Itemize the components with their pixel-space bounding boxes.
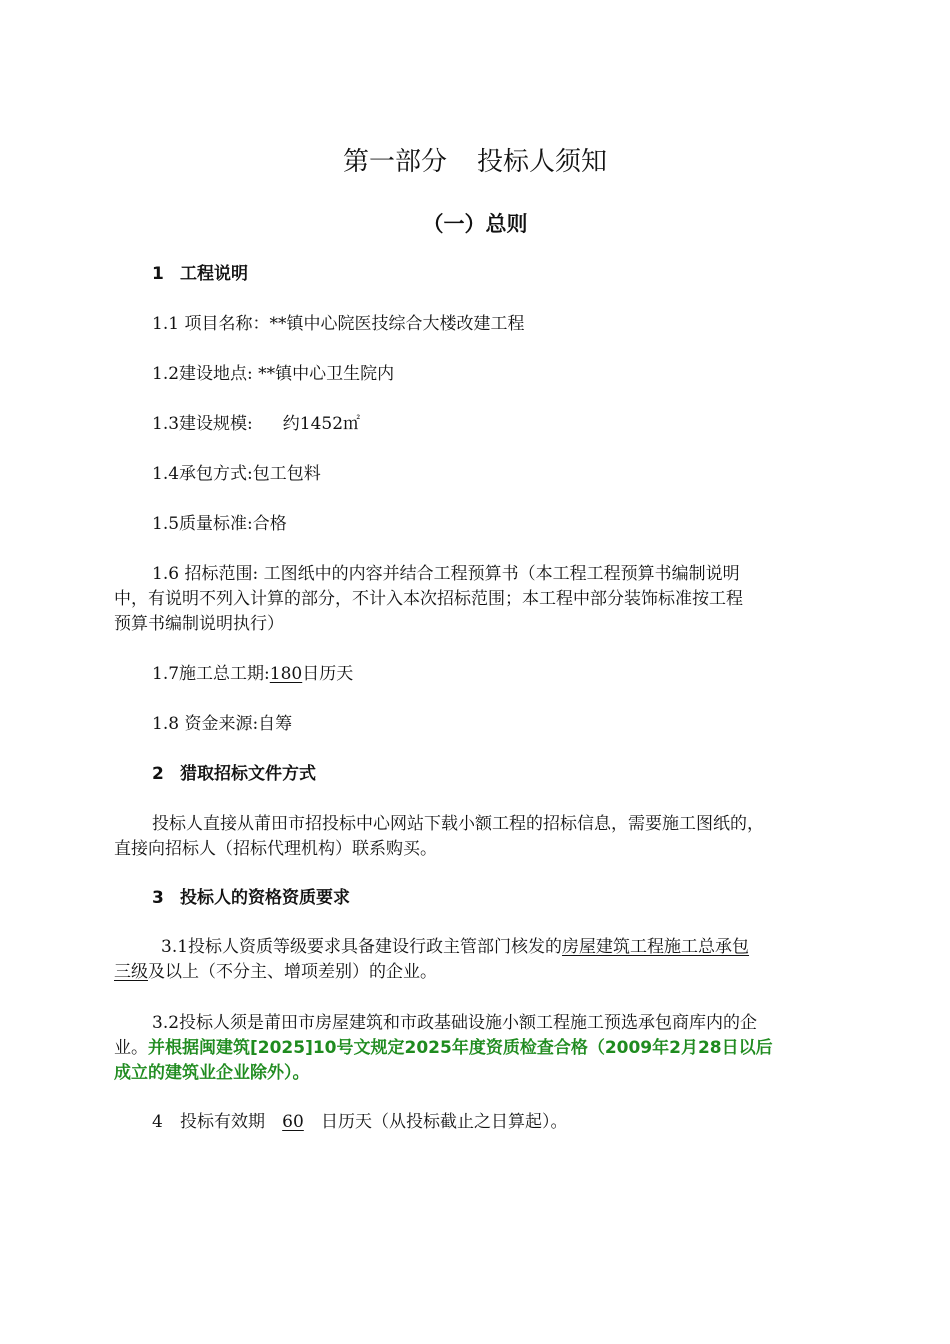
title-part: 第一部分	[342, 147, 447, 177]
item-1-6-line-3: 预算书编制说明执行）	[114, 614, 284, 634]
section-4-number: 4	[152, 1112, 163, 1132]
section-3-number: 3	[152, 888, 164, 908]
item-1-1: 1.1 项目名称：**镇中心院医技综合大楼改建工程	[152, 314, 525, 334]
item-1-6-line-2: 中，有说明不列入计算的部分，不计入本次招标范围；本工程中部分装饰标准按工程	[114, 589, 743, 609]
item-1-7	[152, 661, 353, 687]
item-3-1-line-1	[161, 934, 749, 960]
section-1-number: 1	[152, 264, 164, 284]
item-1-3-label: 1.3建设规模:	[152, 414, 253, 434]
item-1-7-label: 1.7施工总工期:	[152, 664, 270, 684]
section-3-heading	[152, 885, 350, 911]
item-1-7-unit: 日历天	[302, 664, 354, 684]
item-1-7-days: 180	[269, 664, 303, 684]
item-3-2-line-1: 3.2投标人须是莆田市房屋建筑和市政基础设施小额工程施工预选承包商库内的企	[152, 1013, 758, 1033]
item-3-2-line-2	[114, 1035, 773, 1061]
section-3-title: 投标人的资格资质要求	[180, 888, 350, 908]
title-name: 投标人须知	[477, 147, 608, 177]
section-2-number: 2	[152, 764, 164, 784]
section-2-heading	[152, 761, 316, 787]
item-1-2: 1.2建设地点: **镇中心卫生院内	[152, 364, 395, 384]
section-1-title: 工程说明	[180, 264, 248, 284]
section-2-title: 猎取招标文件方式	[180, 764, 316, 784]
item-3-1-line-2	[114, 959, 437, 985]
item-3-2-line-3: 成立的建筑业企业除外）。	[114, 1063, 310, 1083]
item-1-8: 1.8 资金来源:自筹	[152, 714, 293, 734]
section-4-line	[152, 1109, 568, 1135]
item-3-2-text: 业。	[114, 1038, 148, 1058]
item-1-3-value: 约1452㎡	[282, 414, 361, 434]
section-2-line-2: 直接向招标人（招标代理机构）联系购买。	[114, 839, 437, 859]
item-3-1-grade: 三级	[114, 962, 148, 982]
item-1-4: 1.4承包方式:包工包料	[152, 464, 321, 484]
section-4-unit: 日历天（从投标截止之日算起）。	[321, 1112, 568, 1132]
item-1-3	[152, 411, 360, 437]
item-3-1-qualification: 房屋建筑工程施工总承包	[562, 937, 750, 957]
page-title	[0, 142, 950, 182]
item-3-1-text: 3.1投标人资质等级要求具备建设行政主管部门核发的	[161, 937, 563, 957]
item-3-2-highlight: 并根据闽建筑[2025]10号文规定2025年度资质检查合格（2009年2月28日以后	[148, 1038, 773, 1058]
item-3-1-tail: 及以上（不分主、增项差别）的企业。	[148, 962, 437, 982]
section-2-line-1: 投标人直接从莆田市招投标中心网站下载小额工程的招标信息，需要施工图纸的，	[152, 814, 764, 834]
section-4-label: 投标有效期	[180, 1112, 265, 1132]
section-4-days: 60	[282, 1112, 304, 1132]
item-1-6-line-1: 1.6 招标范围: 工图纸中的内容并结合工程预算书（本工程工程预算书编制说明	[152, 564, 740, 584]
section-1-heading	[152, 261, 248, 287]
item-1-5: 1.5质量标准:合格	[152, 514, 287, 534]
section-subtitle: （一）总则	[422, 212, 528, 236]
